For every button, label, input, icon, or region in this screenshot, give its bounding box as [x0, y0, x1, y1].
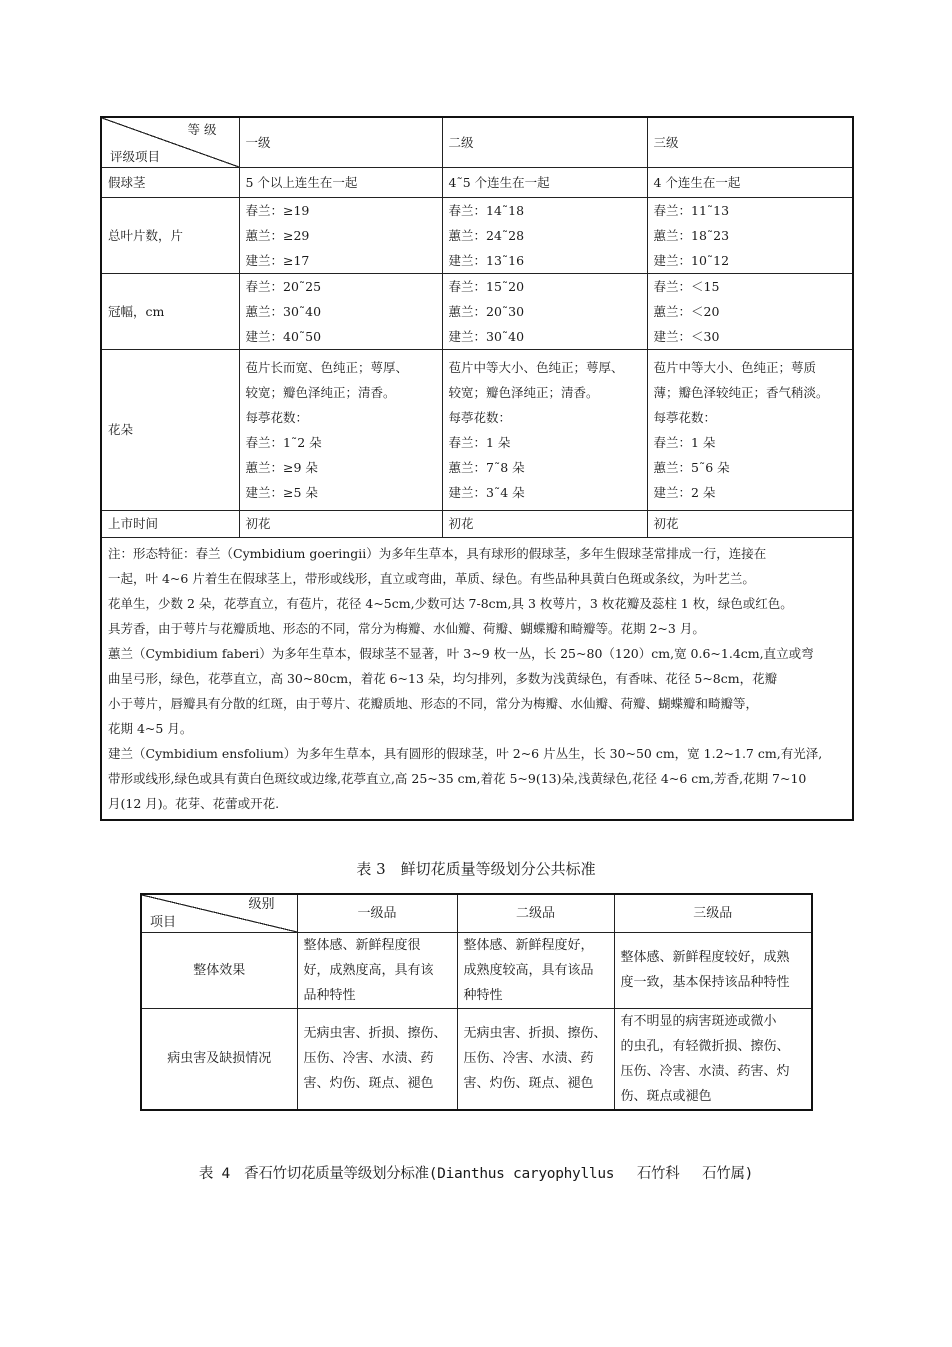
table-cell: 有不明显的病害斑迹或微小 的虫孔，有轻微折损、擦伤、 压伤、冷害、水渍、药害、灼 伤、斑点或褪色 [614, 1008, 812, 1110]
table-cell: 初花 [239, 510, 442, 537]
grading-table-orchid [100, 116, 854, 821]
table-cell: 春兰：20˜25 蕙兰：30˜40 建兰：40˜50 [239, 273, 442, 349]
table-cell: 整体感、新鲜程度较好，成熟 度一致，基本保持该品种特性 [614, 932, 812, 1008]
table-cell: 苞片中等大小、色纯正；萼厚、 较宽；瓣色泽纯正；清香。 每葶花数： 春兰：1 朵 蕙兰：7˜8 朵 建兰：3˜4 朵 [442, 349, 647, 510]
table-3-caption: 表 3 鲜切花质量等级划分公共标准 [356, 860, 596, 878]
table-row [141, 1008, 812, 1110]
table-cell: 春兰：15˜20 蕙兰：20˜30 建兰：30˜40 [442, 273, 647, 349]
table-cell: 整体感、新鲜程度很 好，成熟度高，具有该 品种特性 [297, 932, 457, 1008]
table-cell: 春兰：14˜18 蕙兰：24˜28 建兰：13˜16 [442, 197, 647, 273]
table-cell: 无病虫害、折损、擦伤、 压伤、冷害、水渍、药 害、灼伤、斑点、褪色 [457, 1008, 614, 1110]
note-row [101, 537, 853, 820]
col-header-grade-1: 一级 [239, 117, 442, 167]
col-header-grade-3: 三级品 [614, 894, 812, 932]
table-cell: 无病虫害、折损、擦伤、 压伤、冷害、水渍、药 害、灼伤、斑点、褪色 [297, 1008, 457, 1110]
table-cell: 苞片长而宽、色纯正；萼厚、 较宽；瓣色泽纯正；清香。 每葶花数： 春兰：1˜2 朵 蕙兰：≥9 朵 建兰：≥5 朵 [239, 349, 442, 510]
corner-label-item: 项目 [150, 914, 177, 930]
table-cell: 4˜5 个连生在一起 [442, 167, 647, 197]
table-header-row [141, 894, 812, 932]
table-row [101, 273, 853, 349]
table-row [101, 349, 853, 510]
corner-label-level: 级别 [248, 897, 275, 912]
table-cell: 春兰：＜15 蕙兰：＜20 建兰：＜30 [647, 273, 853, 349]
table-cell: 春兰：11˜13 蕙兰：18˜23 建兰：10˜12 [647, 197, 853, 273]
table-4-caption: 表 4 香石竹切花质量等级划分标准(Dianthus caryophyllus 石竹科 石竹属) [198, 1166, 754, 1182]
grading-table-cut-flower [140, 893, 813, 1111]
table-row [101, 167, 853, 197]
table-row [101, 197, 853, 273]
corner-label-item: 评级项目 [110, 148, 161, 164]
col-header-grade-2: 二级品 [457, 894, 614, 932]
table-row [101, 510, 853, 537]
row-label: 病虫害及缺损情况 [141, 1008, 297, 1110]
row-label: 上市时间 [101, 510, 239, 537]
corner-header-cell [101, 117, 239, 167]
table-row [141, 932, 812, 1008]
table-header-row [101, 117, 853, 167]
table-cell: 苞片中等大小、色纯正；萼质 薄；瓣色泽较纯正；香气稍淡。 每葶花数： 春兰：1 朵 蕙兰：5˜6 朵 建兰：2 朵 [647, 349, 853, 510]
col-header-grade-2: 二级 [442, 117, 647, 167]
col-header-grade-1: 一级品 [297, 894, 457, 932]
row-label: 花朵 [101, 349, 239, 510]
corner-header-cell [141, 894, 297, 932]
row-label: 冠幅，cm [101, 273, 239, 349]
corner-label-grade: 等 级 [187, 122, 217, 137]
row-label: 假球茎 [101, 167, 239, 197]
table-cell: 4 个连生在一起 [647, 167, 853, 197]
row-label: 总叶片数，片 [101, 197, 239, 273]
morphology-note: 注：形态特征：春兰（Cymbidium goeringii）为多年生草本，具有球形的假球茎，多年生假球茎常排成一行，连接在 一起，叶 4~6 片着生在假球茎上，带形或线形，直立或弯曲，革质、绿色。有些品种具黄白色斑或条纹，为叶艺兰。 花单生，少数 2 朵，花葶直立，有苞片，花径 4~5cm,少数可达 7-8cm,具 3 枚萼片，3 枚花瓣及蕊柱 1 枚，绿色或红色。 具芳香，由于萼片与花瓣质地、形态的不同，常分为梅瓣、水仙瓣、荷瓣、蝴蝶瓣和畸瓣等。花期 2~3 月。 蕙兰（Cymbidium faberi）为多年生草本，假球茎不显著，叶 3~9 枚一丛，长 25~80（120）cm,宽 0.6~1.4cm,直立或弯 曲呈弓形，绿色，花葶直立，高 30~80cm，着花 6~13 朵，均匀排列，多数为浅黄绿色，有香味、花径 5~8cm，花瓣 小于萼片，唇瓣具有分散的红斑，由于萼片、花瓣质地、形态的不同，常分为梅瓣、水仙瓣、荷瓣、蝴蝶瓣和畸瓣等， 花期 4~5 月。 建兰（Cymbidium ensfolium）为多年生草本，具有圆形的假球茎，叶 2~6 片丛生，长 30~50 cm，宽 1.2~1.7 cm,有光泽, 带形或线形,绿色或具有黄白色斑纹或边缘,花葶直立,高 25~35 cm,着花 5~9(13)朵,浅黄绿色,花径 4~6 cm,芳香,花期 7~10 月(12 月)。花芽、花蕾或开花. [101, 537, 853, 820]
row-label: 整体效果 [141, 932, 297, 1008]
table-cell: 5 个以上连生在一起 [239, 167, 442, 197]
table-cell: 整体感、新鲜程度好， 成熟度较高，具有该品 种特性 [457, 932, 614, 1008]
col-header-grade-3: 三级 [647, 117, 853, 167]
table-cell: 春兰：≥19 蕙兰：≥29 建兰：≥17 [239, 197, 442, 273]
table-cell: 初花 [442, 510, 647, 537]
table-cell: 初花 [647, 510, 853, 537]
